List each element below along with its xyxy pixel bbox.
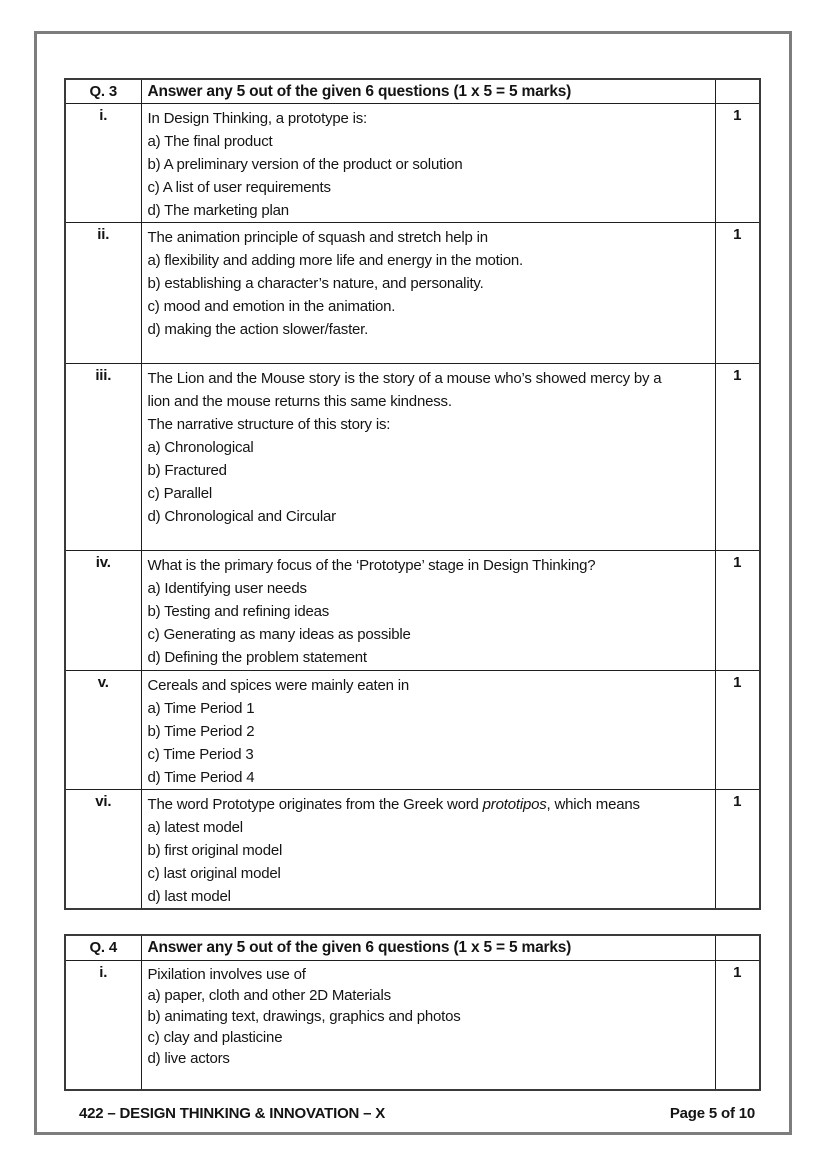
question-row [65, 222, 760, 363]
option-line: a) Identifying user needs [147, 579, 307, 597]
option-line: b) animating text, drawings, graphics and photos [147, 1008, 461, 1025]
question-text [141, 103, 715, 222]
footer-course-code: 422 – DESIGN THINKING & INNOVATION – X [79, 1105, 386, 1122]
marks-cell: 1 [715, 550, 760, 670]
option-line: b) Testing and refining ideas [147, 602, 330, 620]
option-line: b) Time Period 2 [147, 722, 255, 740]
page-border [34, 31, 792, 1135]
question-stem: lion and the mouse returns this same kindness. [147, 392, 452, 410]
section-header-row [65, 935, 760, 961]
marks-cell: 1 [715, 363, 760, 550]
marks-cell [715, 935, 760, 961]
option-line: d) Time Period 4 [147, 768, 255, 786]
option-line: c) Parallel [147, 484, 212, 502]
question-row [65, 789, 760, 909]
question-stem: Pixilation involves use of [147, 966, 306, 983]
question-stem: What is the primary focus of the ‘Prototype’ stage in Design Thinking? [147, 556, 596, 574]
option-line: c) last original model [147, 864, 281, 882]
question-number: ii. [65, 222, 141, 363]
option-line: c) Time Period 3 [147, 745, 254, 763]
footer-page-number: Page 5 of 10 [669, 1105, 755, 1122]
option-line: c) clay and plasticine [147, 1029, 283, 1046]
question-text [141, 961, 715, 1090]
question-stem: In Design Thinking, a prototype is: [147, 109, 368, 127]
option-line: d) Defining the problem statement [147, 648, 367, 666]
question-number: i. [65, 961, 141, 1090]
option-line: a) paper, cloth and other 2D Materials [147, 987, 391, 1004]
question-text [141, 222, 715, 363]
question-row [65, 363, 760, 550]
option-line: b) Fractured [147, 461, 227, 479]
option-line: a) Chronological [147, 438, 254, 456]
option-line: b) establishing a character’s nature, and personality. [147, 274, 484, 292]
option-line: a) Time Period 1 [147, 699, 255, 717]
stem-text: The word Prototype originates from the Greek word [147, 795, 483, 813]
option-line: a) flexibility and adding more life and energy in the motion. [147, 251, 524, 269]
question-number: iii. [65, 363, 141, 550]
section-instruction: Answer any 5 out of the given 6 questions (1 x 5 = 5 marks) [141, 935, 715, 961]
marks-cell: 1 [715, 789, 760, 909]
marks-cell [715, 79, 760, 103]
question-row [65, 550, 760, 670]
question-text [141, 550, 715, 670]
section-number: Q. 4 [65, 935, 141, 961]
question-text [141, 363, 715, 550]
option-line: d) The marketing plan [147, 201, 289, 219]
option-line: d) live actors [147, 1050, 230, 1067]
question-stem: The Lion and the Mouse story is the story of a mouse who’s showed mercy by a [147, 369, 662, 387]
marks-cell: 1 [715, 103, 760, 222]
question-row [65, 103, 760, 222]
option-line: d) making the action slower/faster. [147, 320, 369, 338]
page-footer [79, 1105, 755, 1122]
question-number: i. [65, 103, 141, 222]
question-text [141, 789, 715, 909]
option-line: b) A preliminary version of the product or solution [147, 155, 463, 173]
question-text [141, 670, 715, 789]
marks-cell: 1 [715, 222, 760, 363]
question-number: v. [65, 670, 141, 789]
question-number: iv. [65, 550, 141, 670]
question-table-q3 [64, 78, 761, 910]
question-table-q4 [64, 934, 761, 1091]
option-line: d) last model [147, 887, 231, 905]
question-stem: The animation principle of squash and stretch help in [147, 228, 488, 246]
option-line: a) latest model [147, 818, 243, 836]
option-line: c) Generating as many ideas as possible [147, 625, 411, 643]
option-line: d) Chronological and Circular [147, 507, 336, 525]
question-stem: The narrative structure of this story is: [147, 415, 391, 433]
option-line: c) A list of user requirements [147, 178, 331, 196]
option-line: a) The final product [147, 132, 273, 150]
stem-text: , which means [546, 795, 640, 813]
question-stem: Cereals and spices were mainly eaten in [147, 676, 410, 694]
option-line: c) mood and emotion in the animation. [147, 297, 396, 315]
stem-italic-word: prototipos [482, 795, 547, 813]
marks-cell: 1 [715, 670, 760, 789]
section-header-row [65, 79, 760, 103]
question-row [65, 961, 760, 1090]
section-instruction: Answer any 5 out of the given 6 questions (1 x 5 = 5 marks) [141, 79, 715, 103]
section-number: Q. 3 [65, 79, 141, 103]
question-number: vi. [65, 789, 141, 909]
marks-cell: 1 [715, 961, 760, 1090]
question-row [65, 670, 760, 789]
question-stem [148, 793, 709, 816]
option-line: b) first original model [147, 841, 283, 859]
